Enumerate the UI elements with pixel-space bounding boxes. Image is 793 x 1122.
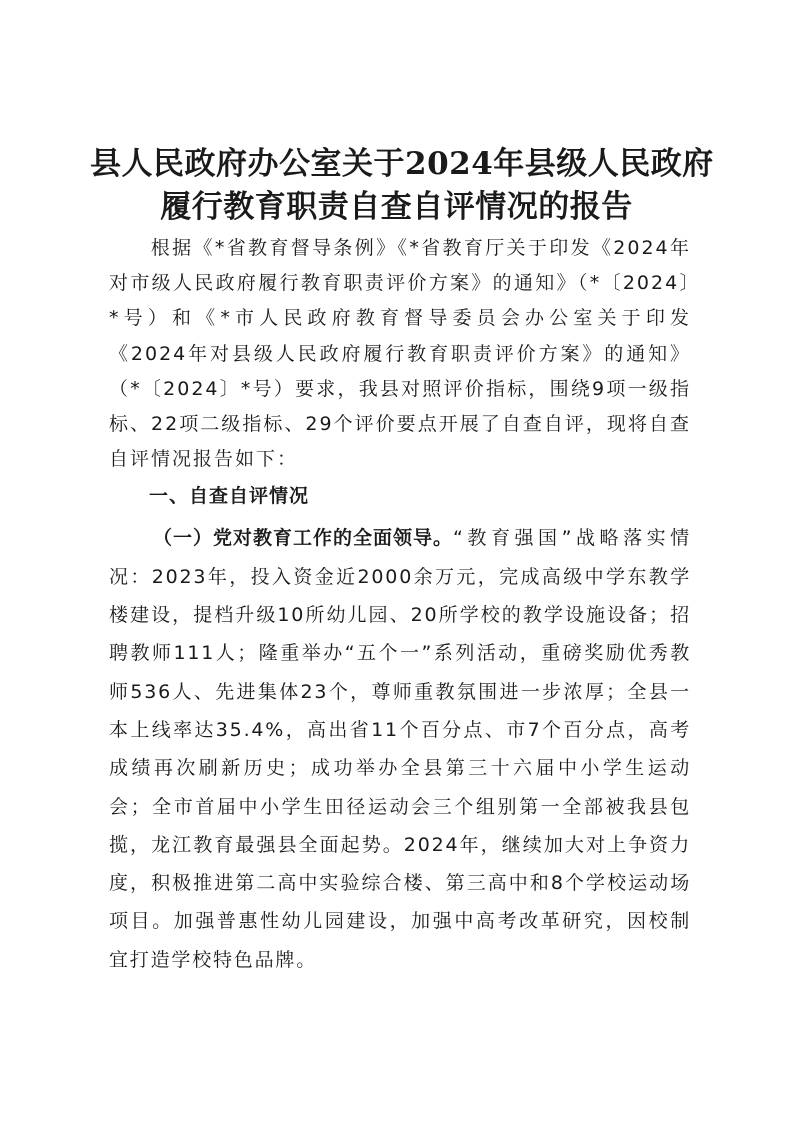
document-title-line-1: 县人民政府办公室关于2024年县级人民政府 <box>90 146 714 182</box>
subsection-paragraph-1 <box>109 519 691 979</box>
document-title-line-2: 履行教育职责自查自评情况的报告 <box>160 189 633 225</box>
subsection-text-1: “教育强国”战略落实情况：2023年，投入资金近2000余万元，完成高级中学东教学楼建设，提档升级10所幼儿园、20所学校的教学设施设备；招聘教师111人；隆重举办“五个一”系列活动，重磅奖励优秀教师536人、先进集体23个，尊师重教氛围进一步浓厚；全县一本上线率达35.4%，高出省11个百分点、市7个百分点，高考成绩再次刷新历史；成功举办全县第三十六届中小学生运动会；全市首届中小学生田径运动会三个组别第一全部被我县包揽，龙江教育最强县全面起势。2024年，继续加大对上争资力度，积极推进第二高中实验综合楼、第三高中和8个学校运动场项目。加强普惠性幼儿园建设，加强中高考改革研究，因校制宜打造学校特色品牌。 <box>109 527 691 971</box>
subsection-heading-1: （一）党对教育工作的全面领导。 <box>153 527 454 550</box>
section-heading-1: 一、自查自评情况 <box>149 485 310 508</box>
intro-paragraph: 根据《*省教育督导条例》《*省教育厅关于印发《2024年对市级人民政府履行教育职责评价方案》的通知》（*〔2024〕*号）和《*市人民政府教育督导委员会办公室关于印发《2024年对县级人民政府履行教育职责评价方案》的通知》（*〔2024〕*号）要求，我县对照评价指标，围绕9项一级指标、22项二级指标、29个评价要点开展了自查自评，现将自查自评情况报告如下： <box>109 237 691 471</box>
document-body <box>109 231 691 979</box>
